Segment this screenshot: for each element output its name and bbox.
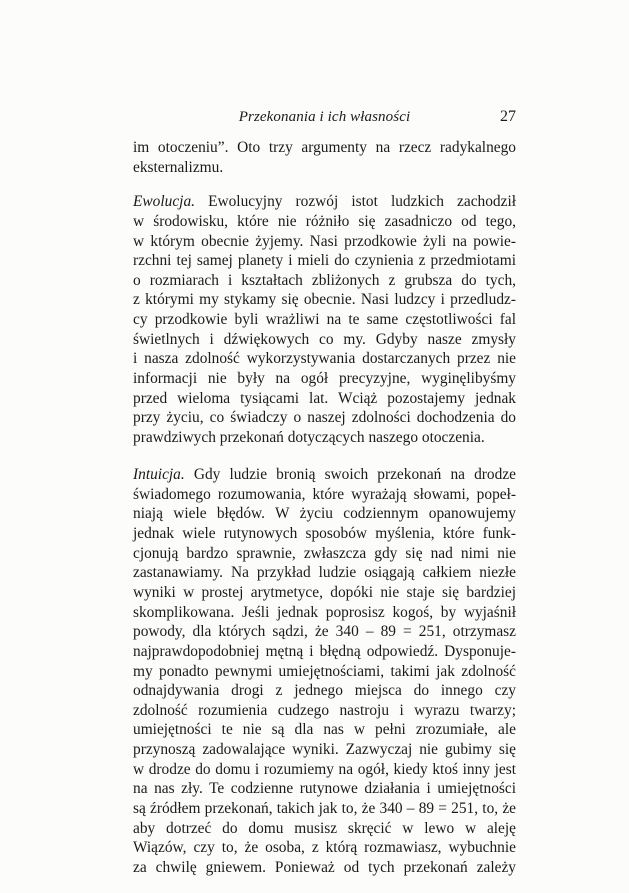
text-line: w drodze do domu i rozumiemy na ogół, kiedy ktoś inny jest	[133, 760, 516, 778]
run-in-heading: Ewolucja.	[133, 193, 195, 211]
text-line: jednak wiele rutynowych sposobów myślenia, które funk-	[133, 525, 516, 543]
text-line: powody, dla których sądzi, że 340 – 89 = 251, otrzymasz	[133, 623, 516, 641]
text-line: umiejętności te nie są dla nas w pełni zrozumiałe, ale	[133, 721, 516, 739]
text-line: skomplikowana. Jeśli jednak poprosisz kogoś, by wyjaśnił	[133, 603, 516, 621]
run-in-heading: Intuicja.	[133, 466, 185, 484]
text-line: przed wieloma tysiącami lat. Wciąż pozostajemy jednak	[133, 389, 516, 407]
text-line: przynoszą zadowalające wyniki. Zazwyczaj nie gubimy się	[133, 741, 516, 759]
text-line: najprawdopodobniej mętną i błędną odpowiedź. Dysponuje-	[133, 642, 516, 660]
text-line: niają wiele błędów. W życiu codziennym opanowujemy	[133, 505, 516, 523]
text-line: o rozmiarach i kształtach zbliżonych z grubsza do tych,	[133, 271, 516, 289]
text-line: wyniki w prostej arytmetyce, dopóki nie staje się bardziej	[133, 583, 516, 601]
text-line	[133, 192, 516, 212]
line-text: Gdy ludzie bronią swoich przekonań na drodze	[193, 466, 516, 484]
text-line: odnajdywania drogi z jednego miejsca do innego czy	[133, 682, 516, 700]
text-line: w którym obecnie żyjemy. Nasi przodkowie żyli na powie-	[133, 232, 516, 250]
text-line: są źródłem przekonań, takich jak to, że 340 – 89 = 251, to, że	[133, 800, 516, 817]
text-line: prawdziwych przekonań dotyczących naszego otoczenia.	[133, 428, 485, 446]
text-line: cy przodkowie byli wrażliwi na te same częstotliwości fal	[133, 311, 516, 329]
text-line: rzchni tej samej planety i mieli do czynienia z przedmiotami	[133, 252, 516, 270]
text-line: aby dotrzeć do domu musisz skręcić w lewo w aleję	[133, 819, 516, 837]
text-line: Wiązów, czy to, że osoba, z którą rozmawiasz, wybuchnie	[133, 839, 516, 857]
text-line: my ponadto pewnymi umiejętnościami, takimi jak zdolność	[133, 662, 516, 680]
text-line: i nasza zdolność wykorzystywania dostarczanych przez nie	[133, 350, 516, 368]
running-head-title: Przekonania i ich własności	[238, 109, 411, 125]
text-line: zdolność rozumienia cudzego nastroju i wyrazu twarzy;	[133, 701, 516, 719]
running-head	[133, 107, 516, 127]
text-line: świadomego rozumowania, które wyrażają słowami, popeł-	[133, 485, 516, 503]
paragraph-intuicja	[133, 465, 516, 877]
text-line	[133, 465, 516, 485]
paragraph-ewolucja	[133, 192, 516, 447]
text-line: im otoczeniu”. Oto trzy argumenty na rzecz radykalnego	[133, 139, 516, 156]
text-line: z którymi my stykamy się obecnie. Nasi ludzcy i przedludz-	[133, 291, 516, 309]
text-line: świetlnych i dźwiękowych co my. Gdyby nasze zmysły	[133, 330, 516, 348]
line-text: Ewolucyjny rozwój istot ludzkich zachodził	[208, 193, 516, 211]
text-line: przy życiu, co świadczy o naszej zdolności dochodzenia do	[133, 409, 516, 427]
text-line: informacji nie były na ogół precyzyjne, wyginęlibyśmy	[133, 370, 516, 388]
text-line: na nas zły. Te codzienne rutynowe działania i umiejętności	[133, 780, 516, 798]
paragraph-continuation	[133, 138, 516, 177]
text-line: zastanawiamy. Na przykład ludzie osiągają całkiem niezłe	[133, 564, 516, 582]
text-line: za chwilę gniewem. Ponieważ od tych przekonań zależy	[133, 858, 516, 876]
text-line: w środowisku, które nie różniło się zasadniczo od tego,	[133, 212, 516, 230]
body-text	[133, 138, 516, 878]
text-line: eksternalizmu.	[133, 158, 224, 176]
page-number: 27	[500, 108, 516, 125]
text-line: cjonują bardzo sprawnie, zwłaszcza gdy się nad nimi nie	[133, 544, 516, 562]
